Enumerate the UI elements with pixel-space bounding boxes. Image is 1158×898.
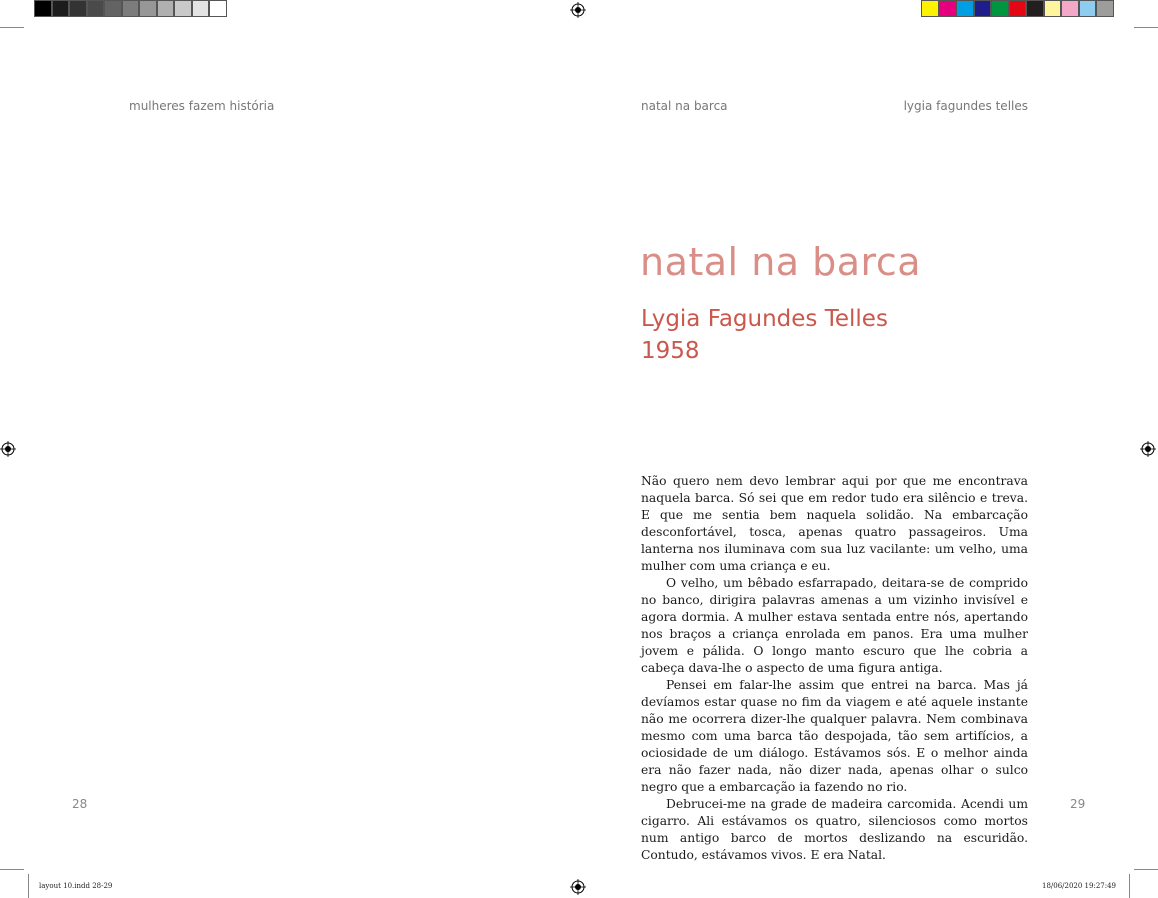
chapter-year: 1958	[641, 338, 700, 364]
color-swatch	[1009, 0, 1027, 17]
registration-mark-icon	[1140, 441, 1156, 457]
process-color-bar	[921, 0, 1114, 19]
registration-mark-icon	[0, 441, 16, 457]
color-swatch	[192, 0, 210, 17]
color-swatch	[122, 0, 140, 17]
right-page-number: 29	[1070, 797, 1086, 811]
paragraph: Debrucei-me na grade de madeira carcomida. Acendi um cigarro. Ali estávamos os quatro, silenciosos como mortos num antigo barco de mortos deslizando na escuridão. Contudo, estávamos vivos. E era Natal.	[641, 797, 1028, 862]
right-running-head-author: lygia fagundes telles	[903, 99, 1028, 113]
grayscale-color-bar	[34, 0, 227, 19]
crop-mark	[0, 27, 24, 28]
color-swatch	[34, 0, 52, 17]
color-swatch	[1079, 0, 1097, 17]
color-swatch	[1026, 0, 1044, 17]
color-swatch	[1096, 0, 1114, 17]
registration-mark-icon	[570, 2, 586, 18]
color-swatch	[52, 0, 70, 17]
paragraph: Não quero nem devo lembrar aqui por que me encontrava naquela barca. Só sei que em redor tudo era silêncio e treva. E que me sentia bem naquela solidão. Na embarcação desconfortável, tosca, apenas quatro passageiros. Uma lanterna nos iluminava com sua luz vacilante: um velho, uma mulher com uma criança e eu.	[641, 474, 1028, 573]
crop-mark	[1134, 869, 1158, 870]
left-page-number: 28	[72, 797, 88, 811]
crop-mark	[0, 869, 24, 870]
color-swatch	[174, 0, 192, 17]
paragraph: Pensei em falar-lhe assim que entrei na barca. Mas já devíamos estar quase no fim da viagem e até aquele instante não me ocorrera dizer-lhe qualquer palavra. Nem combinava mesmo com uma barca tão despojada, tão sem artifícios, a ociosidade de um diálogo. Estávamos sós. E o melhor ainda era não fazer nada, não dizer nada, apenas olhar o sulco negro que a embarcação ia fazendo no rio.	[641, 678, 1028, 794]
color-swatch	[104, 0, 122, 17]
color-swatch	[921, 0, 939, 17]
color-swatch	[991, 0, 1009, 17]
color-swatch	[87, 0, 105, 17]
chapter-title: natal na barca	[640, 240, 922, 284]
color-swatch	[974, 0, 992, 17]
registration-mark-icon	[570, 879, 586, 895]
paragraph: O velho, um bêbado esfarrapado, deitara-se de comprido no banco, dirigira palavras amenas a um vizinho invisível e agora dormia. A mulher estava sentada entre nós, apertando nos braços a criança enrolada em panos. Era uma mulher jovem e pálida. O longo manto escuro que lhe cobria a cabeça dava-lhe o aspecto de uma figura antiga.	[641, 576, 1028, 675]
color-swatch	[209, 0, 227, 17]
crop-mark	[28, 874, 29, 898]
color-swatch	[956, 0, 974, 17]
color-swatch	[139, 0, 157, 17]
right-running-head-title: natal na barca	[641, 99, 728, 113]
left-running-head: mulheres fazem história	[129, 99, 275, 113]
slug-file-info: layout 10.indd 28-29	[39, 882, 113, 890]
crop-mark	[1134, 27, 1158, 28]
slug-timestamp: 18/06/2020 19:27:49	[1041, 882, 1116, 890]
story-body-text	[641, 473, 1028, 864]
color-swatch	[939, 0, 957, 17]
crop-mark	[1129, 874, 1130, 898]
color-swatch	[157, 0, 175, 17]
color-swatch	[69, 0, 87, 17]
color-swatch	[1061, 0, 1079, 17]
color-swatch	[1044, 0, 1062, 17]
chapter-author: Lygia Fagundes Telles	[641, 306, 888, 332]
